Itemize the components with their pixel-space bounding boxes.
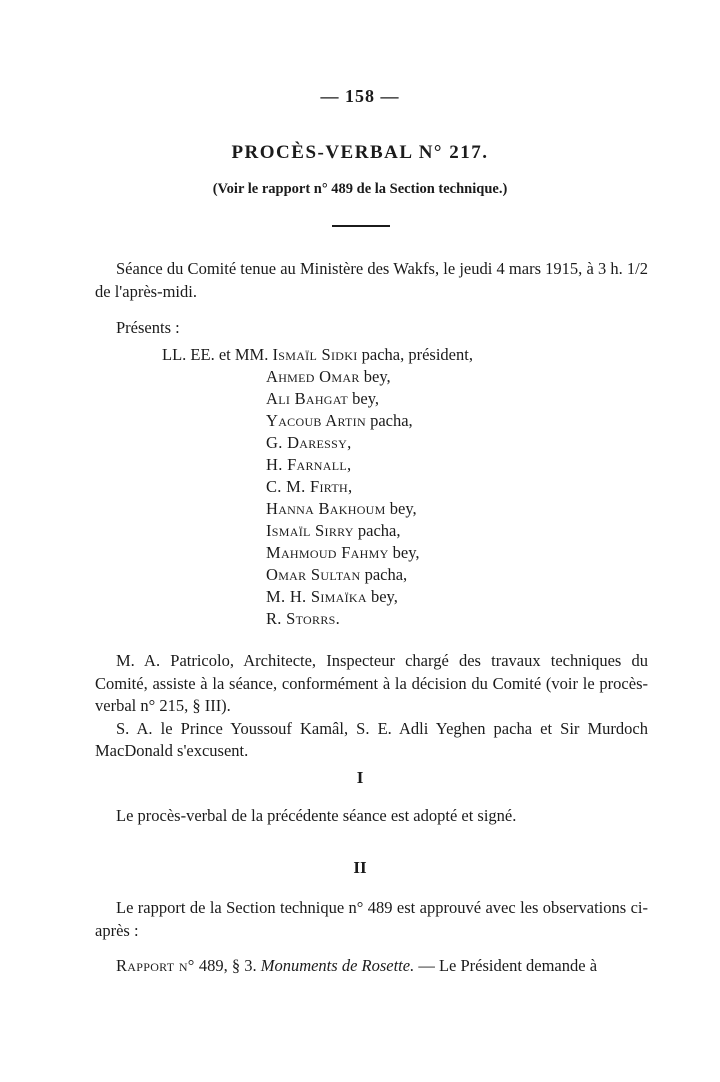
attendee-name: Omar Sultan: [266, 565, 361, 584]
attendee-list: [162, 344, 473, 630]
rapport-reference: 489, § 3.: [194, 956, 261, 975]
attendee-title: bey,: [348, 389, 380, 408]
attendee-name: Ismaïl Sirry: [266, 521, 354, 540]
attendee-row: [266, 476, 473, 498]
attendee-name: Ahmed Omar: [266, 367, 360, 386]
section-2-body: [95, 897, 648, 942]
attendee-title: pacha,: [365, 411, 413, 430]
mid-paragraphs: [95, 650, 648, 763]
attendee-row: [266, 542, 473, 564]
attendee-row: [162, 344, 473, 366]
attendee-title: bey,: [366, 587, 398, 606]
paragraph-patricolo: M. A. Patricolo, Architecte, Inspecteur chargé des travaux techniques du Comité, assiste à la séance, conformément à la décision du Comité (voir le procès-verbal n° 215, § III).: [95, 651, 648, 715]
section-2-text: Le rapport de la Section technique n° 489 est approuvé avec les observations ci-après :: [95, 898, 648, 940]
attendee-name: Mahmoud Fahmy: [266, 543, 389, 562]
divider-rule: [332, 225, 390, 227]
attendee-name: Ali Bahgat: [266, 389, 349, 408]
rapport-line-text: [95, 955, 648, 978]
attendee-name: R. Storrs: [266, 609, 336, 628]
attendee-name: C. M. Firth: [266, 477, 348, 496]
attendee-row: [266, 432, 473, 454]
rapport-label: Rapport n°: [116, 956, 195, 975]
attendee-name: G. Daressy: [266, 433, 348, 452]
attendee-title: bey,: [388, 543, 420, 562]
attendee-prefix: LL. EE. et MM.: [162, 345, 273, 364]
paragraph-excuses: S. A. le Prince Youssouf Kamâl, S. E. Adli Yeghen pacha et Sir Murdoch MacDonald s'excusent.: [95, 718, 648, 760]
attendee-name: Hanna Bakhoum: [266, 499, 386, 518]
section-2-numeral: II: [353, 858, 367, 877]
intro-paragraph: [95, 258, 648, 303]
attendee-title: pacha, président,: [357, 345, 473, 364]
document-title: PROCÈS-VERBAL N° 217.: [231, 142, 489, 163]
attendee-row: [266, 454, 473, 476]
attendee-title: pacha,: [360, 565, 408, 584]
attendee-name: Ismaïl Sidki: [272, 345, 358, 364]
attendee-row: [266, 564, 473, 586]
page-number: — 158 —: [320, 86, 400, 106]
attendee-title: .: [335, 609, 340, 628]
attendee-title: bey,: [359, 367, 391, 386]
attendee-row: [266, 586, 473, 608]
section-1-text: Le procès-verbal de la précédente séance est adopté et signé.: [116, 806, 517, 825]
document-subtitle: (Voir le rapport n° 489 de la Section technique.): [212, 181, 508, 197]
attendee-title: bey,: [385, 499, 417, 518]
attendee-row: [266, 410, 473, 432]
section-1-body: [95, 805, 648, 828]
attendee-name: H. Farnall: [266, 455, 348, 474]
attendee-name: M. H. Simaïka: [266, 587, 367, 606]
intro-paragraph-text: Séance du Comité tenue au Ministère des Wakfs, le jeudi 4 mars 1915, à 3 h. 1/2 de l'après-midi.: [95, 259, 648, 301]
attendee-row: [266, 520, 473, 542]
rapport-paragraph: [95, 955, 648, 978]
attendee-name: Yacoub Artin: [266, 411, 366, 430]
rapport-tail: — Le Président demande à: [414, 956, 598, 975]
attendee-row: [266, 366, 473, 388]
attendee-row: [266, 498, 473, 520]
attendee-title: pacha,: [353, 521, 401, 540]
attendee-title: ,: [347, 455, 352, 474]
attendee-row: [266, 388, 473, 410]
attendee-title: ,: [347, 477, 353, 496]
attendee-title: ,: [347, 433, 352, 452]
presents-label: Présents :: [116, 318, 180, 337]
rapport-subject: Monuments de Rosette.: [260, 956, 415, 975]
attendee-row: [266, 608, 473, 630]
section-1-numeral: I: [356, 768, 364, 787]
